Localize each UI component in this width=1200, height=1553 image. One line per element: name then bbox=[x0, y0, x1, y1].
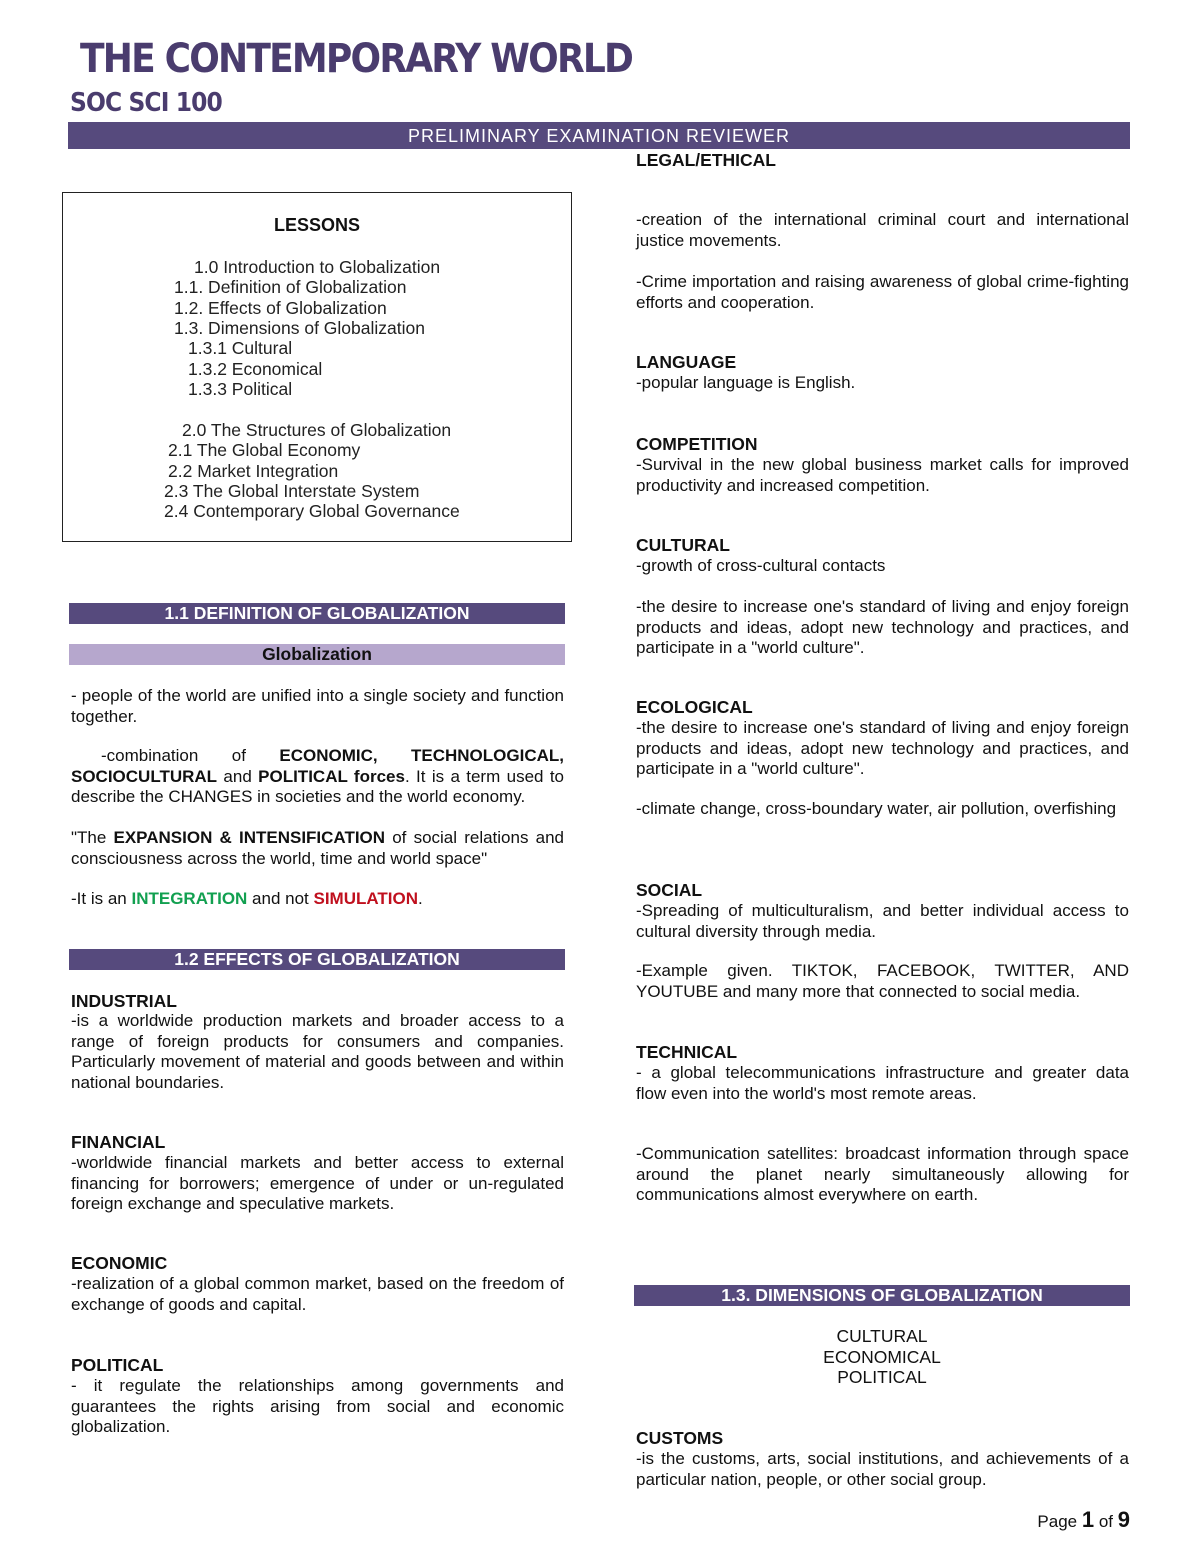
text-run-bold: EXPANSION & INTENSIFICATION bbox=[113, 828, 386, 847]
reviewer-banner: PRELIMINARY EXAMINATION REVIEWER bbox=[68, 122, 1130, 149]
text-run: -combination of bbox=[101, 746, 280, 765]
ecological-heading: ECOLOGICAL bbox=[636, 697, 753, 717]
text-run: . It is a term used to describe the CHANGES in societies and the world economy. bbox=[71, 766, 565, 806]
political-text: - it regulate the relationships among governments and guarantees the rights arising from social and economic globalization. bbox=[71, 1376, 564, 1436]
cultural-heading: CULTURAL bbox=[636, 535, 730, 555]
social-text-2: -Example given. TIKTOK, FACEBOOK, TWITTER, AND YOUTUBE and many more that connected to social media. bbox=[636, 961, 1129, 1001]
social-heading: SOCIAL bbox=[636, 880, 703, 900]
lesson-item: 1.0 Introduction to Globalization bbox=[194, 257, 441, 277]
total-pages: 9 bbox=[1117, 1507, 1130, 1532]
course-code: SOC SCI 100 bbox=[70, 88, 222, 118]
text-run: . bbox=[418, 889, 423, 908]
lesson-item: 2.1 The Global Economy bbox=[168, 440, 361, 460]
text-run: and bbox=[217, 766, 259, 786]
text-run-bold: ECONOMIC, TECHNOLOGICAL, SOCIOCULTURAL bbox=[71, 746, 564, 786]
text-run: -It is an bbox=[71, 889, 132, 908]
lesson-item: 2.0 The Structures of Globalization bbox=[182, 420, 452, 440]
lesson-item: 2.4 Contemporary Global Governance bbox=[164, 501, 460, 521]
lesson-item: 1.2. Effects of Globalization bbox=[174, 298, 387, 318]
lessons-box bbox=[62, 192, 572, 542]
financial-text: -worldwide financial markets and better access to external financing for borrowers; emergence of under or un-regulated foreign exchange and speculative markets. bbox=[71, 1153, 564, 1213]
ecological-text-2: -climate change, cross-boundary water, air pollution, overfishing bbox=[636, 799, 1117, 818]
legal-ethical-text-2: -Crime importation and raising awareness of global crime-fighting efforts and cooperation. bbox=[636, 272, 1129, 312]
text-run: and not bbox=[247, 889, 314, 908]
dimensions-list bbox=[634, 1326, 1130, 1388]
document-title: THE CONTEMPORARY WORLD bbox=[80, 36, 633, 82]
dimension-item-economical: ECONOMICAL bbox=[823, 1346, 941, 1367]
lessons-title: LESSONS bbox=[273, 215, 361, 235]
page-number bbox=[1037, 1507, 1130, 1533]
of-label: of bbox=[1098, 1512, 1114, 1531]
competition-heading: COMPETITION bbox=[636, 434, 758, 454]
integration-line bbox=[71, 889, 564, 910]
expansion-quote bbox=[71, 828, 564, 869]
section-header-dimensions: 1.3. DIMENSIONS OF GLOBALIZATION bbox=[634, 1285, 1130, 1306]
lesson-item: 1.3. Dimensions of Globalization bbox=[174, 318, 425, 338]
subsection-header-globalization: Globalization bbox=[69, 644, 565, 665]
text-run: "The bbox=[71, 828, 114, 847]
simulation-keyword: SIMULATION bbox=[313, 889, 419, 908]
lesson-item: 1.3.2 Economical bbox=[188, 359, 323, 379]
page-label: Page bbox=[1037, 1512, 1078, 1531]
section-header-definition: 1.1 DEFINITION OF GLOBALIZATION bbox=[69, 603, 565, 624]
cultural-text-1: -growth of cross-cultural contacts bbox=[636, 556, 886, 575]
industrial-text: -is a worldwide production markets and broader access to a range of foreign products for consumers and companies. Particularly movement of material and goods between and within national boundaries. bbox=[71, 1011, 564, 1092]
cultural-text-2: -the desire to increase one's standard of living and enjoy foreign products and ideas, adopt new technology and practices, and participate in a "world culture". bbox=[636, 597, 1129, 657]
text-run: of social relations and consciousness across the world, time and world space" bbox=[71, 828, 564, 868]
text-run-bold: POLITICAL forces bbox=[258, 766, 405, 786]
definition-paragraph bbox=[71, 686, 564, 727]
social-text-1: -Spreading of multiculturalism, and better individual access to cultural diversity through media. bbox=[636, 901, 1129, 941]
technical-heading: TECHNICAL bbox=[636, 1042, 738, 1062]
financial-heading: FINANCIAL bbox=[71, 1132, 166, 1152]
language-heading: LANGUAGE bbox=[636, 352, 737, 372]
definition-text: - people of the world are unified into a single society and function together. bbox=[71, 686, 564, 726]
competition-text: -Survival in the new global business market calls for improved productivity and increased competition. bbox=[636, 455, 1129, 495]
section-header-effects: 1.2 EFFECTS OF GLOBALIZATION bbox=[69, 949, 565, 970]
technical-text-1: - a global telecommunications infrastructure and greater data flow even into the world's most remote areas. bbox=[636, 1063, 1129, 1103]
integration-keyword: INTEGRATION bbox=[131, 889, 248, 908]
language-text: -popular language is English. bbox=[636, 373, 856, 392]
lesson-item: 1.3.1 Cultural bbox=[188, 338, 293, 358]
current-page: 1 bbox=[1081, 1507, 1095, 1532]
lesson-item: 2.2 Market Integration bbox=[168, 461, 339, 481]
legal-ethical-text-1: -creation of the international criminal court and international justice movements. bbox=[636, 210, 1129, 250]
customs-text: -is the customs, arts, social institutions, and achievements of a particular nation, people, or other social group. bbox=[636, 1449, 1129, 1489]
industrial-heading: INDUSTRIAL bbox=[71, 991, 177, 1011]
combination-paragraph bbox=[71, 746, 564, 808]
lesson-item: 1.3.3 Political bbox=[188, 379, 293, 399]
legal-ethical-heading: LEGAL/ETHICAL bbox=[636, 150, 776, 170]
lesson-item: 1.1. Definition of Globalization bbox=[174, 277, 407, 297]
economic-text: -realization of a global common market, based on the freedom of exchange of goods and capital. bbox=[71, 1274, 564, 1314]
dimension-item-political: POLITICAL bbox=[837, 1367, 927, 1387]
political-heading: POLITICAL bbox=[71, 1355, 164, 1375]
ecological-text-1: -the desire to increase one's standard of living and enjoy foreign products and ideas, adopt new technology and practices, and participate in a "world culture". bbox=[636, 718, 1129, 778]
technical-text-2: -Communication satellites: broadcast information through space around the planet nearly simultaneously allowing for communications almost everywhere on earth. bbox=[636, 1144, 1129, 1204]
lesson-item: 2.3 The Global Interstate System bbox=[164, 481, 420, 501]
dimension-item-cultural: CULTURAL bbox=[836, 1326, 928, 1346]
customs-heading: CUSTOMS bbox=[636, 1428, 724, 1448]
economic-heading: ECONOMIC bbox=[71, 1253, 168, 1273]
